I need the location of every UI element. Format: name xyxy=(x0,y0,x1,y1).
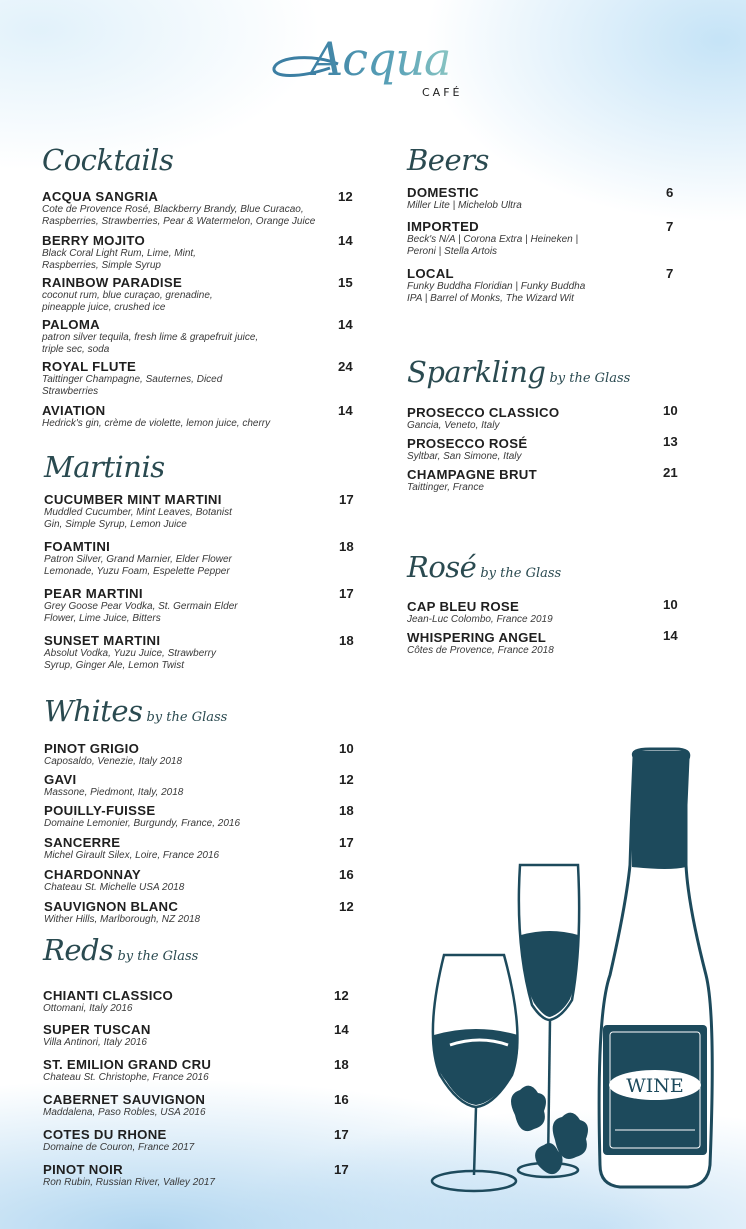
menu-item xyxy=(407,219,682,266)
menu-item xyxy=(43,1162,355,1192)
menu-item xyxy=(407,630,682,658)
item-description: Raspberries, Simple Syrup xyxy=(42,260,161,272)
item-price: 17 xyxy=(339,492,354,507)
section-title-main: Rosé xyxy=(407,550,477,584)
item-description: Gin, Simple Syrup, Lemon Juice xyxy=(44,519,187,531)
item-name: CHARDONNAY xyxy=(44,867,142,882)
section-whites xyxy=(44,694,356,927)
cafe-logo xyxy=(270,32,480,108)
item-name: GAVI xyxy=(44,772,77,787)
section-title xyxy=(407,355,682,396)
section-martinis xyxy=(44,450,356,673)
menu-item xyxy=(42,403,354,433)
item-description: Miller Lite | Michelob Ultra xyxy=(407,200,522,211)
menu-item xyxy=(43,1127,355,1162)
item-price: 16 xyxy=(339,867,354,882)
item-name: POUILLY-FUISSE xyxy=(44,803,156,818)
item-name: IMPORTED xyxy=(407,219,480,234)
item-description: Absolut Vodka, Yuzu Juice, Strawberry xyxy=(44,648,216,659)
menu-item xyxy=(44,633,356,673)
menu-item xyxy=(44,803,356,835)
item-price: 12 xyxy=(339,772,354,787)
menu-item xyxy=(407,599,682,630)
item-description: patron silver tequila, fresh lime & grapefruit juice, xyxy=(42,332,259,343)
item-price: 13 xyxy=(663,434,678,449)
menu-item xyxy=(43,1022,355,1057)
item-description: Ottomani, Italy 2016 xyxy=(43,1003,133,1014)
item-name: ACQUA SANGRIA xyxy=(42,189,159,204)
menu-item xyxy=(42,317,354,359)
item-price: 18 xyxy=(339,803,354,818)
item-name: CAP BLEU ROSE xyxy=(407,599,520,614)
section-beers xyxy=(407,143,682,306)
menu-item xyxy=(407,185,682,219)
item-price: 17 xyxy=(339,835,354,850)
item-price: 12 xyxy=(334,988,349,1003)
menu-item xyxy=(407,266,682,306)
item-description: Syrup, Ginger Ale, Lemon Twist xyxy=(44,660,185,672)
item-price: 10 xyxy=(339,741,354,756)
section-title-sub: by the Glass xyxy=(549,371,631,386)
bottle-label-text: WINE xyxy=(626,1075,684,1097)
item-description: Gancia, Veneto, Italy xyxy=(407,420,500,431)
section-title-main: Sparkling xyxy=(407,355,546,389)
section-title-sub: by the Glass xyxy=(117,949,199,964)
item-price: 17 xyxy=(339,586,354,601)
menu-item xyxy=(43,988,355,1022)
item-name: AVIATION xyxy=(42,403,106,418)
item-description: Caposaldo, Venezie, Italy 2018 xyxy=(44,756,183,767)
item-description: Wither Hills, Marlborough, NZ 2018 xyxy=(44,914,201,925)
item-name: PEAR MARTINI xyxy=(44,586,143,601)
item-description: Peroni | Stella Artois xyxy=(407,246,498,258)
item-name: WHISPERING ANGEL xyxy=(407,630,547,645)
item-name: PINOT NOIR xyxy=(43,1162,123,1177)
item-name: PROSECCO CLASSICO xyxy=(407,405,560,420)
menu-item xyxy=(44,492,356,539)
section-cocktails xyxy=(42,143,354,433)
menu-item xyxy=(43,1057,355,1092)
menu-item xyxy=(407,405,682,436)
item-description: Strawberries xyxy=(42,386,99,398)
item-name: FOAMTINI xyxy=(44,539,111,554)
item-name: SUPER TUSCAN xyxy=(43,1022,151,1037)
item-description: Jean-Luc Colombo, France 2019 xyxy=(407,614,553,625)
item-name: PROSECCO ROSÉ xyxy=(407,436,528,451)
item-name: SUNSET MARTINI xyxy=(44,633,161,648)
item-description: Flower, Lime Juice, Bitters xyxy=(44,613,161,625)
section-title xyxy=(407,550,682,591)
item-description: Taittinger Champagne, Sauternes, Diced xyxy=(42,374,223,385)
section-title-main: Reds xyxy=(43,933,114,967)
item-name: CUCUMBER MINT MARTINI xyxy=(44,492,222,507)
item-description: Grey Goose Pear Vodka, St. Germain Elder xyxy=(44,601,238,612)
item-price: 14 xyxy=(663,628,678,643)
item-description: IPA | Barrel of Monks, The Wizard Wit xyxy=(407,293,574,305)
menu-item xyxy=(42,359,354,403)
item-price: 14 xyxy=(338,317,353,332)
item-price: 17 xyxy=(334,1127,349,1142)
menu-item xyxy=(42,275,354,317)
item-name: DOMESTIC xyxy=(407,185,480,200)
item-price: 18 xyxy=(334,1057,349,1072)
item-description: triple sec, soda xyxy=(42,344,110,356)
item-price: 14 xyxy=(334,1022,349,1037)
menu-item xyxy=(44,741,356,772)
item-description: Maddalena, Paso Robles, USA 2016 xyxy=(43,1107,206,1118)
item-description: Michel Girault Silex, Loire, France 2016 xyxy=(44,850,220,861)
menu-item xyxy=(44,867,356,899)
logo-name: Acqua xyxy=(310,32,451,86)
item-name: CHAMPAGNE BRUT xyxy=(407,467,537,482)
logo-subtitle: CAFÉ xyxy=(422,86,463,99)
item-name: BERRY MOJITO xyxy=(42,233,146,248)
item-description: pineapple juice, crushed ice xyxy=(42,302,166,314)
item-name: COTES DU RHONE xyxy=(43,1127,167,1142)
section-title xyxy=(44,694,356,735)
item-name: PALOMA xyxy=(42,317,100,332)
item-price: 17 xyxy=(334,1162,349,1177)
section-reds xyxy=(43,933,355,1192)
section-title-sub: by the Glass xyxy=(146,710,228,725)
menu-item xyxy=(44,539,356,586)
item-name: RAINBOW PARADISE xyxy=(42,275,183,290)
wine-bottle-and-glasses-illustration xyxy=(420,745,720,1205)
item-description: Villa Antinori, Italy 2016 xyxy=(43,1037,147,1048)
item-description: Hedrick's gin, crème de violette, lemon juice, cherry xyxy=(42,418,271,429)
section-sparkling xyxy=(407,355,682,495)
item-price: 10 xyxy=(663,403,678,418)
item-price: 7 xyxy=(666,266,674,281)
item-description: Lemonade, Yuzu Foam, Espelette Pepper xyxy=(44,566,230,578)
item-description: Syltbar, San Simone, Italy xyxy=(407,451,522,462)
item-price: 7 xyxy=(666,219,674,234)
item-name: SANCERRE xyxy=(44,835,121,850)
item-price: 24 xyxy=(338,359,353,374)
item-price: 10 xyxy=(663,597,678,612)
item-price: 14 xyxy=(338,233,353,248)
menu-item xyxy=(44,772,356,803)
item-name: SAUVIGNON BLANC xyxy=(44,899,179,914)
section-title xyxy=(43,933,355,974)
item-description: Black Coral Light Rum, Lime, Mint, xyxy=(42,248,196,259)
item-price: 21 xyxy=(663,465,678,480)
item-description: Massone, Piedmont, Italy, 2018 xyxy=(44,787,184,798)
menu-item xyxy=(44,586,356,633)
item-description: coconut rum, blue curaçao, grenadine, xyxy=(42,290,213,301)
item-description: Beck's N/A | Corona Extra | Heineken | xyxy=(407,234,579,245)
section-title-main: Whites xyxy=(44,694,143,728)
item-description: Raspberries, Strawberries, Pear & Watermelon, Orange Juice xyxy=(42,216,316,228)
item-name: CABERNET SAUVIGNON xyxy=(43,1092,206,1107)
item-name: PINOT GRIGIO xyxy=(44,741,140,756)
item-price: 15 xyxy=(338,275,353,290)
menu-item xyxy=(42,233,354,275)
item-description: Patron Silver, Grand Marnier, Elder Flower xyxy=(44,554,232,565)
item-price: 16 xyxy=(334,1092,349,1107)
menu-item xyxy=(44,899,356,927)
item-price: 12 xyxy=(338,189,353,204)
section-title: Beers xyxy=(407,143,489,177)
item-name: CHIANTI CLASSICO xyxy=(43,988,174,1003)
item-description: Côtes de Provence, France 2018 xyxy=(407,645,554,656)
menu-item xyxy=(407,436,682,467)
item-description: Taittinger, France xyxy=(407,482,484,493)
item-price: 12 xyxy=(339,899,354,914)
section-title-sub: by the Glass xyxy=(480,566,562,581)
item-price: 18 xyxy=(339,633,354,648)
item-price: 6 xyxy=(666,185,674,200)
section-title: Martinis xyxy=(44,450,165,484)
section-rose xyxy=(407,550,682,658)
item-description: Chateau St. Michelle USA 2018 xyxy=(44,882,185,893)
item-description: Muddled Cucumber, Mint Leaves, Botanist xyxy=(44,507,232,518)
item-name: LOCAL xyxy=(407,266,454,281)
item-description: Domaine de Couron, France 2017 xyxy=(43,1142,195,1153)
item-name: ST. EMILION GRAND CRU xyxy=(43,1057,212,1072)
section-title: Cocktails xyxy=(42,143,174,177)
item-description: Chateau St. Christophe, France 2016 xyxy=(43,1072,209,1083)
menu-item xyxy=(43,1092,355,1127)
item-description: Cote de Provence Rosé, Blackberry Brandy, Blue Curacao, xyxy=(42,204,304,215)
item-name: ROYAL FLUTE xyxy=(42,359,137,374)
item-description: Ron Rubin, Russian River, Valley 2017 xyxy=(43,1177,215,1188)
item-description: Domaine Lemonier, Burgundy, France, 2016 xyxy=(44,818,241,829)
item-price: 14 xyxy=(338,403,353,418)
menu-item xyxy=(42,189,354,233)
menu-item xyxy=(44,835,356,867)
menu-item xyxy=(407,467,682,495)
item-price: 18 xyxy=(339,539,354,554)
item-description: Funky Buddha Floridian | Funky Buddha xyxy=(407,281,586,292)
